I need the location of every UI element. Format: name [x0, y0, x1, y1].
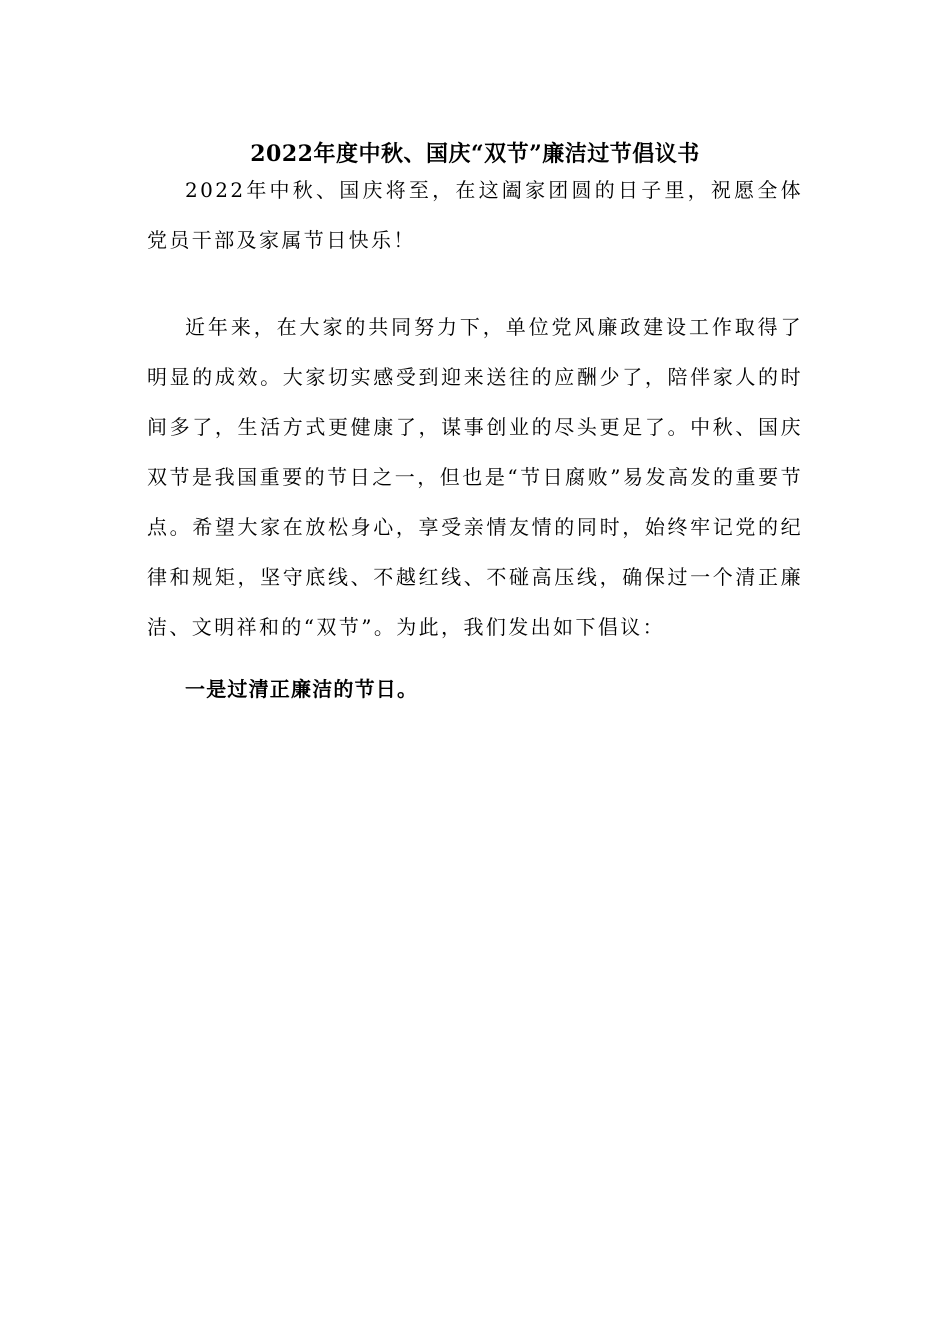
- section-heading: 一是过清正廉洁的节日。: [185, 677, 419, 701]
- body-paragraph: 近年来，在大家的共同努力下，单位党风廉政建设工作取得了明显的成效。大家切实感受到迎来送往的应酬少了，陪伴家人的时间多了，生活方式更健康了，谋事创业的尽头更足了。中秋、国庆双节是我国重要的节日之一，但也是“节日腐败”易发高发的重要节点。希望大家在放松身心，享受亲情友情的同时，始终牢记党的纪律和规矩，坚守底线、不越红线、不碰高压线，确保过一个清正廉洁、文明祥和的“双节”。为此，我们发出如下倡议：: [147, 315, 803, 639]
- document-title: 2022年度中秋、国庆“双节”廉洁过节倡议书: [250, 141, 700, 167]
- greeting-paragraph: 2022年中秋、国庆将至，在这阖家团圆的日子里，祝愿全体党员干部及家属节日快乐！: [147, 178, 803, 252]
